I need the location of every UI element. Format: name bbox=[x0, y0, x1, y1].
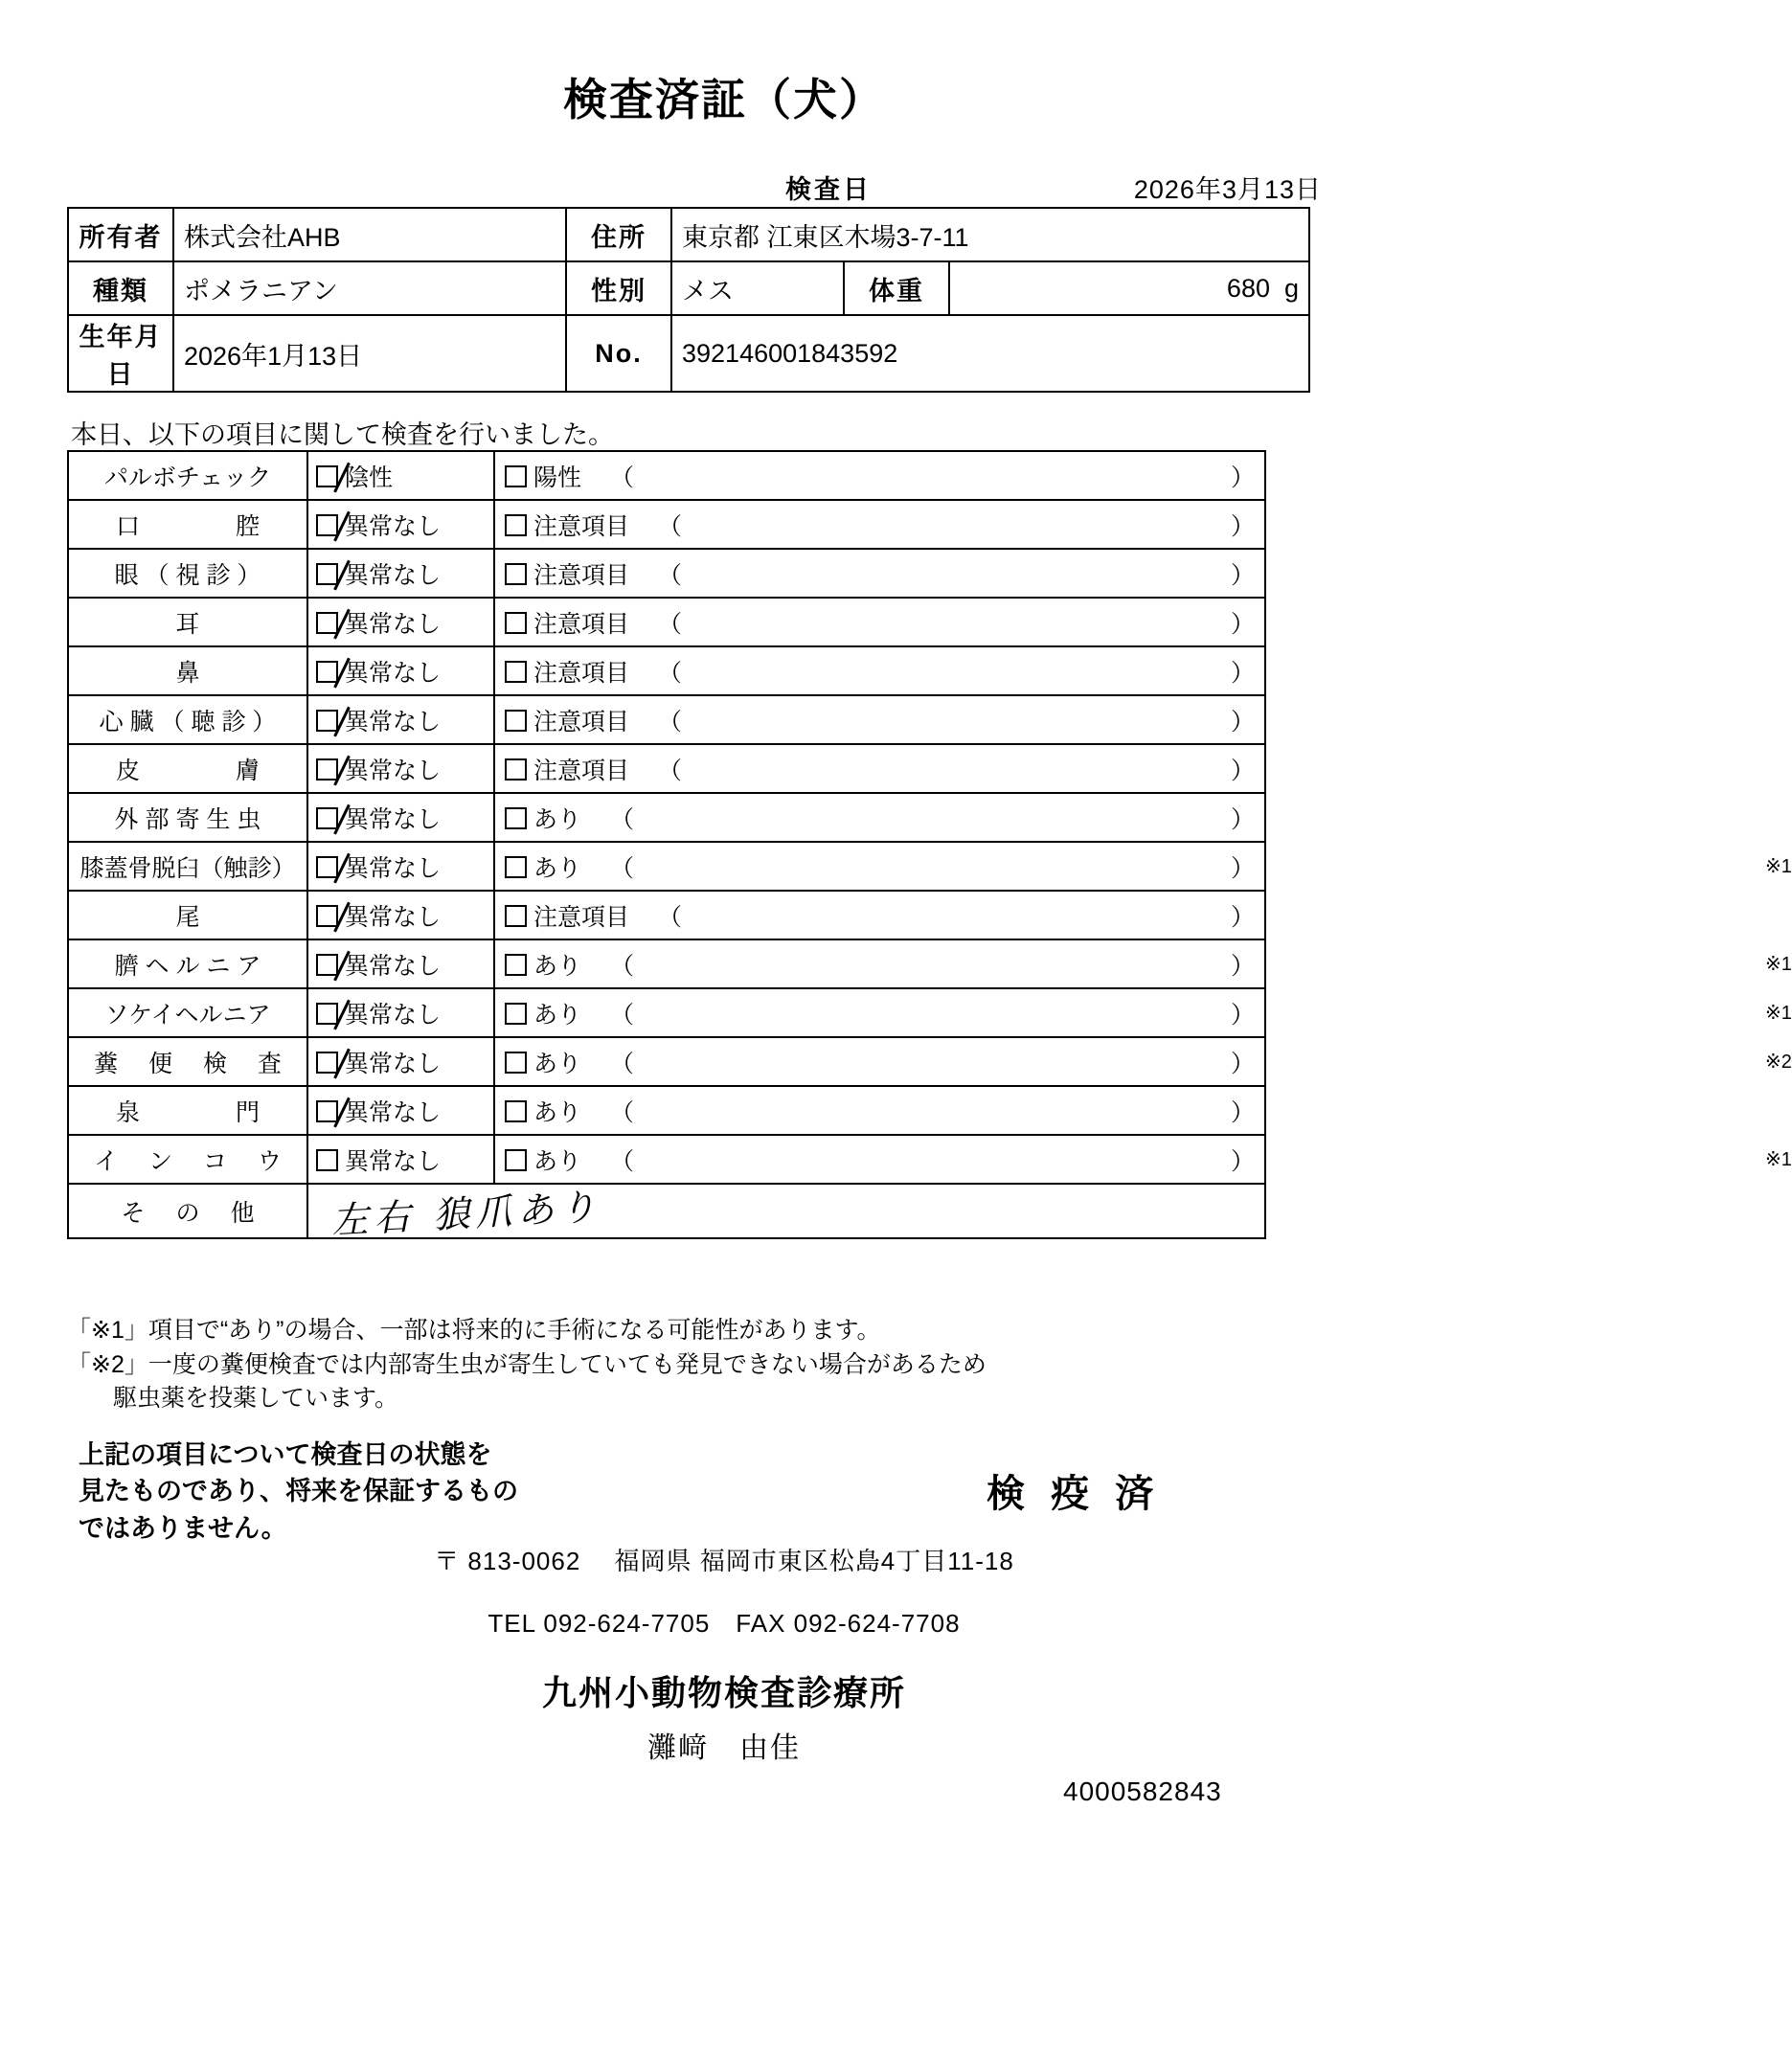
item-option-secondary-cell bbox=[494, 500, 1265, 549]
item-remark-close-paren: ） bbox=[1230, 805, 1255, 833]
exam-date-value: 2026年3月13日 bbox=[1133, 175, 1322, 204]
checkbox-icon[interactable] bbox=[505, 807, 527, 829]
footnote-2: 「※2」一度の糞便検査では内部寄生虫が寄生していても発見できない場合があるため bbox=[67, 1350, 987, 1378]
item-option-secondary-label: 注意項目 bbox=[533, 903, 630, 931]
item-option-secondary-cell bbox=[494, 1037, 1792, 1086]
item-option-secondary-label: あり bbox=[533, 1147, 582, 1175]
item-option-secondary-cell bbox=[494, 939, 1792, 988]
item-option-secondary-label: あり bbox=[533, 805, 582, 833]
item-option-primary-label: 異常なし bbox=[345, 854, 442, 882]
item-option-secondary-label: あり bbox=[533, 1050, 582, 1077]
item-label: 心 臓 （ 聴 診 ） bbox=[68, 695, 307, 744]
inspection-items-table bbox=[67, 450, 1792, 1242]
item-option-primary[interactable] bbox=[307, 549, 494, 598]
inspection-row bbox=[68, 891, 1265, 939]
weight-value: 680 bbox=[1226, 273, 1270, 303]
item-option-primary-label: 異常なし bbox=[345, 659, 442, 687]
item-label: 眼 （ 視 診 ） bbox=[68, 549, 307, 598]
header-row-breed bbox=[68, 261, 1309, 315]
item-remark-close-paren: ） bbox=[1230, 854, 1255, 882]
header-table bbox=[67, 207, 1310, 393]
item-option-secondary-cell bbox=[494, 451, 1265, 500]
item-label: 耳 bbox=[68, 598, 307, 646]
item-option-secondary-label: 注意項目 bbox=[533, 512, 630, 540]
item-option-primary-label: 異常なし bbox=[345, 903, 442, 931]
exam-date-label: 検査日 bbox=[785, 175, 872, 204]
inspection-row bbox=[68, 1086, 1265, 1135]
item-option-secondary-label: 注意項目 bbox=[533, 561, 630, 589]
disclaimer bbox=[79, 1437, 518, 1547]
checkbox-icon[interactable] bbox=[316, 563, 338, 585]
checkbox-icon[interactable] bbox=[316, 1149, 338, 1171]
checkbox-icon[interactable] bbox=[316, 710, 338, 732]
item-option-primary[interactable] bbox=[307, 1135, 494, 1184]
other-handwriting: 左右 狼爪あり bbox=[330, 1186, 603, 1242]
page-title: 検査済証（犬） bbox=[563, 75, 885, 124]
checkbox-icon[interactable] bbox=[505, 710, 527, 732]
checkbox-icon[interactable] bbox=[505, 1003, 527, 1025]
inspection-row bbox=[68, 842, 1265, 891]
item-option-secondary-label: 陽性 bbox=[533, 464, 582, 491]
item-option-primary-label: 異常なし bbox=[345, 561, 442, 589]
birth-label: 生年月日 bbox=[68, 315, 173, 392]
checkbox-icon[interactable] bbox=[316, 1003, 338, 1025]
clinic-name: 九州小動物検査診療所 bbox=[541, 1673, 906, 1712]
item-option-secondary-cell bbox=[494, 695, 1265, 744]
item-option-primary[interactable] bbox=[307, 744, 494, 793]
checkbox-icon[interactable] bbox=[505, 661, 527, 683]
item-option-secondary[interactable] bbox=[505, 703, 629, 737]
weight-label: 体重 bbox=[844, 261, 949, 315]
item-option-secondary-cell bbox=[494, 744, 1265, 793]
item-remark-open-paren: （ bbox=[610, 464, 635, 491]
item-remark-open-paren: （ bbox=[658, 659, 683, 687]
item-remark-open-paren: （ bbox=[610, 1147, 635, 1175]
checkbox-icon[interactable] bbox=[316, 1100, 338, 1122]
item-option-secondary-label: あり bbox=[533, 952, 582, 980]
item-option-secondary-label: 注意項目 bbox=[533, 610, 630, 638]
item-option-secondary[interactable] bbox=[505, 898, 629, 933]
checkbox-icon[interactable] bbox=[505, 856, 527, 878]
item-remark-open-paren: （ bbox=[658, 903, 683, 931]
inspection-row bbox=[68, 988, 1265, 1037]
checkbox-icon[interactable] bbox=[316, 1052, 338, 1074]
checkbox-icon[interactable] bbox=[316, 661, 338, 683]
item-remark-close-paren: ） bbox=[1230, 708, 1255, 735]
item-label: 外 部 寄 生 虫 bbox=[68, 793, 307, 842]
checkbox-icon[interactable] bbox=[505, 514, 527, 536]
sex-label: 性別 bbox=[566, 261, 671, 315]
item-option-primary[interactable] bbox=[307, 451, 494, 500]
item-option-secondary-label: あり bbox=[533, 854, 582, 882]
item-option-secondary-label: 注意項目 bbox=[533, 659, 630, 687]
other-handwriting-cell[interactable] bbox=[307, 1184, 1265, 1242]
item-option-secondary-label: 注意項目 bbox=[533, 757, 630, 784]
item-remark-close-paren: ） bbox=[1230, 1050, 1255, 1077]
checkbox-icon[interactable] bbox=[316, 954, 338, 976]
checkbox-icon[interactable] bbox=[316, 758, 338, 781]
item-remark-open-paren: （ bbox=[658, 561, 683, 589]
other-row bbox=[68, 1184, 1265, 1238]
item-option-secondary-cell bbox=[494, 549, 1265, 598]
weight-value-cell bbox=[949, 261, 1309, 315]
inspection-row bbox=[68, 793, 1265, 842]
item-footnote-marker: ※1 bbox=[1765, 1003, 1792, 1024]
item-footnote-marker: ※1 bbox=[1765, 856, 1792, 877]
item-option-secondary-label: あり bbox=[533, 1098, 582, 1126]
item-label: ソケイヘルニア bbox=[68, 988, 307, 1037]
item-label: 口 腔 bbox=[68, 500, 307, 549]
item-remark-open-paren: （ bbox=[610, 1001, 635, 1029]
checkbox-icon[interactable] bbox=[505, 954, 527, 976]
clinic-address: 〒 813-0062 福岡県 福岡市東区松島4丁目11-18 bbox=[434, 1547, 1014, 1575]
item-remark-close-paren: ） bbox=[1230, 903, 1255, 931]
checkbox-icon[interactable] bbox=[505, 612, 527, 634]
item-option-primary-label: 異常なし bbox=[345, 952, 442, 980]
item-option-secondary[interactable] bbox=[505, 801, 581, 835]
item-option-secondary[interactable] bbox=[505, 459, 581, 493]
no-value: 392146001843592 bbox=[671, 315, 1309, 392]
item-option-secondary[interactable] bbox=[505, 849, 581, 884]
item-remark-open-paren: （ bbox=[658, 512, 683, 540]
address-value: 東京都 江東区木場3-7-11 bbox=[671, 208, 1309, 261]
item-remark-close-paren: ） bbox=[1230, 1147, 1255, 1175]
disclaimer-line-2: 見たものであり、将来を保証するもの bbox=[79, 1477, 518, 1506]
item-remark-close-paren: ） bbox=[1230, 952, 1255, 980]
item-option-primary-label: 異常なし bbox=[345, 512, 442, 540]
checkbox-icon[interactable] bbox=[316, 465, 338, 487]
item-option-secondary[interactable] bbox=[505, 752, 629, 786]
item-remark-close-paren: ） bbox=[1230, 757, 1255, 784]
item-option-primary-label: 異常なし bbox=[345, 610, 442, 638]
item-remark-close-paren: ） bbox=[1230, 659, 1255, 687]
item-option-primary[interactable] bbox=[307, 1086, 494, 1135]
item-option-secondary[interactable] bbox=[505, 556, 629, 591]
item-label: イ ン コ ウ bbox=[68, 1135, 307, 1184]
inspection-row bbox=[68, 646, 1265, 695]
item-label: 尾 bbox=[68, 891, 307, 939]
item-option-primary-label: 異常なし bbox=[345, 1098, 442, 1126]
item-label: 鼻 bbox=[68, 646, 307, 695]
item-option-primary[interactable] bbox=[307, 695, 494, 744]
inspection-row bbox=[68, 500, 1265, 549]
inspection-row bbox=[68, 598, 1265, 646]
item-option-primary-label: 異常なし bbox=[345, 1001, 442, 1029]
item-option-primary-label: 異常なし bbox=[345, 1050, 442, 1077]
item-option-secondary-cell bbox=[494, 1135, 1792, 1184]
checkbox-icon[interactable] bbox=[316, 612, 338, 634]
item-remark-open-paren: （ bbox=[658, 757, 683, 784]
checkbox-icon[interactable] bbox=[505, 1100, 527, 1122]
birth-value: 2026年1月13日 bbox=[173, 315, 566, 392]
item-option-secondary[interactable] bbox=[505, 508, 629, 542]
item-remark-close-paren: ） bbox=[1230, 561, 1255, 589]
item-option-primary-label: 陰性 bbox=[345, 464, 394, 491]
item-option-primary[interactable] bbox=[307, 842, 494, 891]
item-option-primary[interactable] bbox=[307, 1037, 494, 1086]
item-option-secondary-cell bbox=[494, 598, 1265, 646]
item-option-secondary[interactable] bbox=[505, 996, 581, 1030]
disclaimer-line-3: ではありません。 bbox=[79, 1513, 287, 1543]
item-label: 膝蓋骨脱臼（触診） bbox=[68, 842, 307, 891]
item-option-primary[interactable] bbox=[307, 939, 494, 988]
item-remark-close-paren: ） bbox=[1230, 512, 1255, 540]
item-remark-open-paren: （ bbox=[658, 610, 683, 638]
checkbox-icon[interactable] bbox=[505, 465, 527, 487]
item-option-secondary[interactable] bbox=[505, 605, 629, 640]
exam-date-row bbox=[785, 169, 1322, 206]
checkbox-icon[interactable] bbox=[505, 905, 527, 927]
inspection-row bbox=[68, 1135, 1265, 1184]
item-option-secondary[interactable] bbox=[505, 1045, 581, 1079]
item-remark-open-paren: （ bbox=[610, 1098, 635, 1126]
item-footnote-marker: ※2 bbox=[1765, 1052, 1792, 1073]
item-option-secondary-cell bbox=[494, 891, 1265, 939]
item-remark-close-paren: ） bbox=[1230, 464, 1255, 491]
item-option-secondary-cell bbox=[494, 842, 1792, 891]
checkbox-icon[interactable] bbox=[505, 1052, 527, 1074]
item-option-primary[interactable] bbox=[307, 793, 494, 842]
item-label: 臍 ヘ ル ニ ア bbox=[68, 939, 307, 988]
item-remark-close-paren: ） bbox=[1230, 610, 1255, 638]
inspection-row bbox=[68, 939, 1265, 988]
item-option-primary[interactable] bbox=[307, 598, 494, 646]
inspection-row bbox=[68, 744, 1265, 793]
item-label: 糞 便 検 査 bbox=[68, 1037, 307, 1086]
item-option-primary[interactable] bbox=[307, 646, 494, 695]
item-footnote-marker: ※1 bbox=[1765, 954, 1792, 975]
inspection-row bbox=[68, 451, 1265, 500]
item-option-primary-label: 異常なし bbox=[345, 805, 442, 833]
inspector-name: 灘﨑 由佳 bbox=[647, 1732, 801, 1764]
header-row-birth bbox=[68, 315, 1309, 392]
item-option-secondary[interactable] bbox=[505, 1094, 581, 1128]
sex-value: メス bbox=[671, 261, 844, 315]
footnote-3: 駆虫薬を投薬しています。 bbox=[113, 1385, 399, 1412]
item-option-secondary-cell bbox=[494, 793, 1265, 842]
item-option-secondary[interactable] bbox=[505, 947, 581, 982]
item-option-secondary-cell bbox=[494, 988, 1792, 1037]
owner-label: 所有者 bbox=[68, 208, 173, 261]
item-remark-open-paren: （ bbox=[610, 854, 635, 882]
item-remark-open-paren: （ bbox=[610, 1050, 635, 1077]
checkbox-icon[interactable] bbox=[316, 807, 338, 829]
item-option-secondary[interactable] bbox=[505, 654, 629, 689]
checkbox-icon[interactable] bbox=[505, 758, 527, 781]
checkbox-icon[interactable] bbox=[505, 563, 527, 585]
footnote-1: 「※1」項目で“あり”の場合、一部は将来的に手術になる可能性があります。 bbox=[67, 1317, 881, 1344]
no-label: No. bbox=[566, 315, 671, 392]
item-footnote-marker: ※1 bbox=[1765, 1149, 1792, 1170]
inspection-row bbox=[68, 695, 1265, 744]
other-label: そ の 他 bbox=[68, 1184, 307, 1238]
checkbox-icon[interactable] bbox=[316, 514, 338, 536]
breed-label: 種類 bbox=[68, 261, 173, 315]
item-option-secondary[interactable] bbox=[505, 1143, 581, 1177]
address-label: 住所 bbox=[566, 208, 671, 261]
item-label: パルボチェック bbox=[68, 451, 307, 500]
item-label: 泉 門 bbox=[68, 1086, 307, 1135]
item-option-secondary-label: あり bbox=[533, 1001, 582, 1029]
checkbox-icon[interactable] bbox=[316, 905, 338, 927]
statement-text: 本日、以下の項目に関して検査を行いました。 bbox=[71, 420, 614, 449]
item-remark-open-paren: （ bbox=[610, 952, 635, 980]
disclaimer-line-1: 上記の項目について検査日の状態を bbox=[79, 1440, 492, 1469]
item-option-secondary-label: 注意項目 bbox=[533, 708, 630, 735]
item-option-primary[interactable] bbox=[307, 988, 494, 1037]
owner-value: 株式会社AHB bbox=[173, 208, 566, 261]
item-remark-open-paren: （ bbox=[610, 805, 635, 833]
item-remark-close-paren: ） bbox=[1230, 1001, 1255, 1029]
item-remark-open-paren: （ bbox=[658, 708, 683, 735]
footnotes bbox=[67, 1314, 1312, 1416]
item-label: 皮 膚 bbox=[68, 744, 307, 793]
item-option-secondary-cell bbox=[494, 1086, 1265, 1135]
inspection-row bbox=[68, 1037, 1265, 1086]
item-option-primary[interactable] bbox=[307, 891, 494, 939]
weight-unit: g bbox=[1284, 273, 1300, 303]
clinic-tel-fax: TEL 092-624-7705 FAX 092-624-7708 bbox=[488, 1609, 961, 1638]
breed-value: ポメラニアン bbox=[173, 261, 566, 315]
inspection-row bbox=[68, 549, 1265, 598]
checkbox-icon[interactable] bbox=[316, 856, 338, 878]
quarantine-stamp: 検 疫 済 bbox=[987, 1473, 1162, 1515]
item-option-primary[interactable] bbox=[307, 500, 494, 549]
document-number: 4000582843 bbox=[1063, 1776, 1222, 1806]
item-remark-close-paren: ） bbox=[1230, 1098, 1255, 1126]
item-option-primary-label: 異常なし bbox=[345, 1147, 442, 1175]
item-option-primary-label: 異常なし bbox=[345, 757, 442, 784]
item-option-primary-label: 異常なし bbox=[345, 708, 442, 735]
checkbox-icon[interactable] bbox=[505, 1149, 527, 1171]
item-option-secondary-cell bbox=[494, 646, 1265, 695]
header-row-owner bbox=[68, 208, 1309, 261]
